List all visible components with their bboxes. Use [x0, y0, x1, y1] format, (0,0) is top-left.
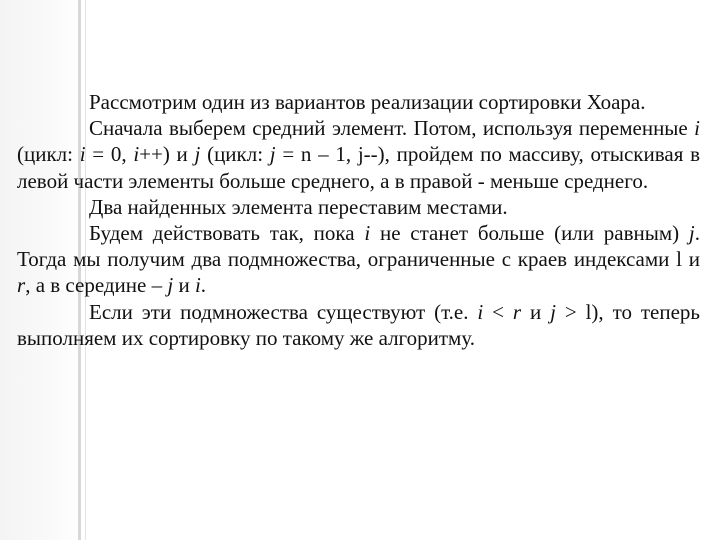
paragraph-swap	[17, 194, 700, 220]
text-run: ++) и	[139, 142, 195, 167]
slide-body-text	[17, 89, 700, 351]
text-run: (цикл:	[200, 142, 270, 167]
variable-r: r	[17, 273, 26, 298]
text-run: Если эти подмножества существуют (т.е.	[89, 299, 478, 324]
paragraph-intro	[17, 89, 700, 115]
variable-i: i	[133, 142, 140, 167]
paragraph-swap-text: Два найденных элемента переставим местами.	[89, 194, 508, 219]
text-run: и	[173, 273, 195, 298]
variable-i: i	[477, 299, 484, 324]
variable-j: j	[550, 299, 556, 324]
variable-j: j	[269, 142, 276, 167]
paragraph-recursion	[17, 299, 700, 351]
text-run: и	[521, 299, 551, 324]
text-run: <	[483, 299, 513, 324]
text-run: .	[200, 273, 207, 298]
variable-r: r	[512, 299, 522, 324]
variable-i: i	[364, 221, 371, 246]
text-run: Сначала выберем средний элемент. Потом, используя переменные	[89, 116, 695, 141]
text-run: не станет больше (или равным)	[370, 221, 689, 246]
text-run: = 0,	[85, 142, 134, 167]
paragraph-loop-condition	[17, 220, 700, 299]
text-run: (цикл:	[17, 142, 80, 167]
text-run: Будем действовать так, пока	[89, 221, 365, 246]
paragraph-intro-text: Рассмотрим один из вариантов реализации сортировки Хоара.	[89, 90, 646, 114]
variable-j: j	[194, 142, 201, 167]
paragraph-select-middle	[17, 115, 700, 194]
text-run: . Тогда мы получим два подмножества, ограниченные с краев индексами l и	[17, 221, 700, 272]
text-run: , а в середине –	[25, 273, 168, 298]
variable-i: i	[694, 116, 700, 141]
variable-i: i	[194, 273, 201, 298]
variable-j: j	[688, 221, 695, 246]
text-run: = n – 1, j--), пройдем по массиву, отыскивая в левой части элементы больше среднего, а в правой - меньше среднего.	[17, 142, 700, 193]
variable-i: i	[79, 142, 86, 167]
text-run: > l), то теперь выполняем их сортировку по такому же алгоритму.	[17, 299, 700, 350]
variable-j: j	[167, 273, 174, 298]
